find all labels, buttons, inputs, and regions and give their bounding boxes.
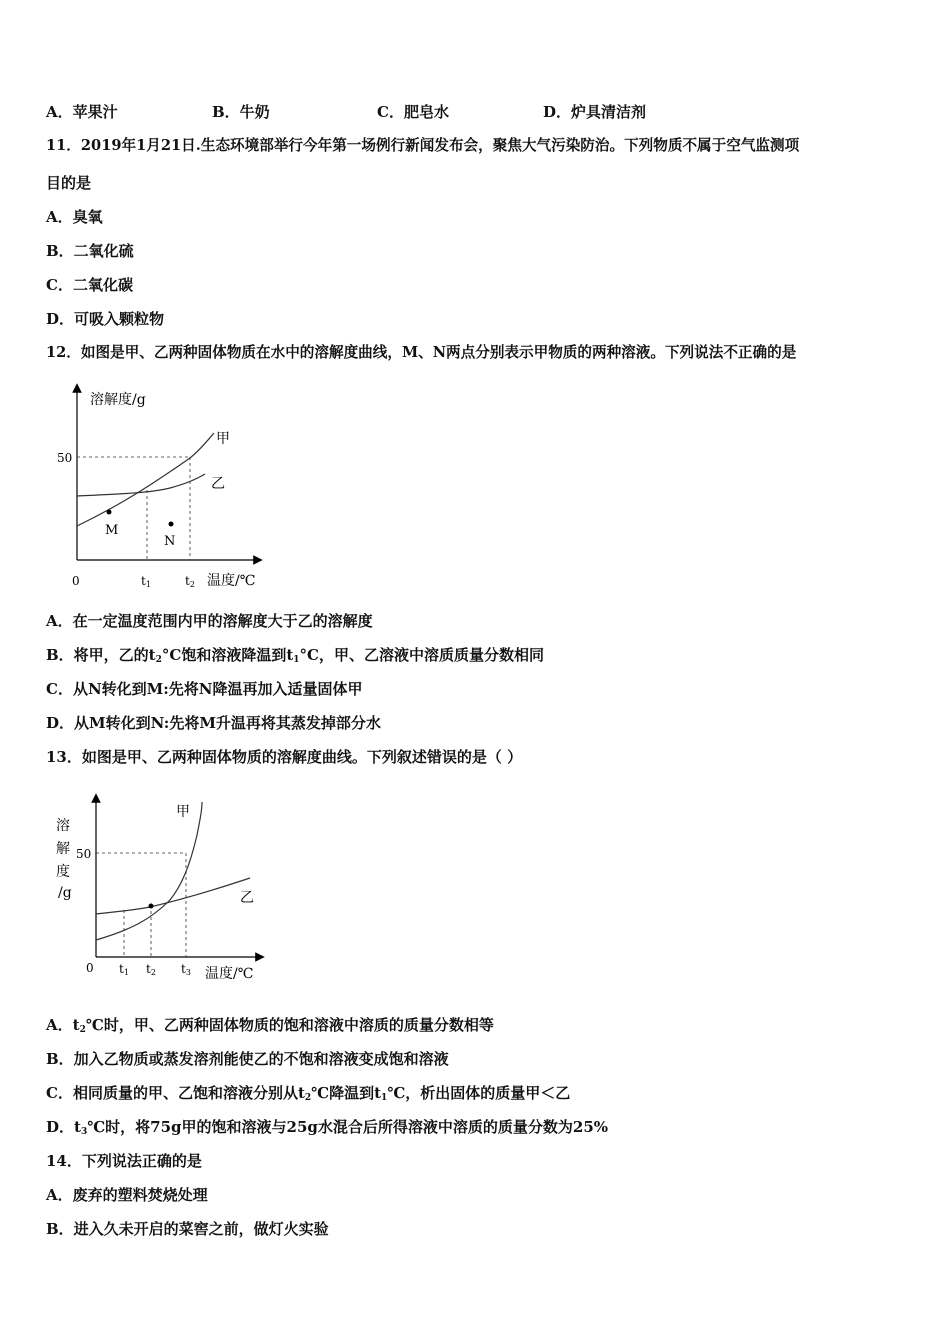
q13-label-yi: 乙 bbox=[240, 890, 254, 906]
q10-option-a: A．苹果汁 bbox=[46, 103, 118, 121]
q13-stem: 13．如图是甲、乙两种固体物质的溶解度曲线。下列叙述错误的是（ ） bbox=[46, 748, 523, 766]
q12-origin: 0 bbox=[72, 574, 80, 588]
q10-option-b: B．牛奶 bbox=[212, 103, 270, 121]
q12-option-a: A．在一定温度范围内甲的溶解度大于乙的溶解度 bbox=[46, 612, 373, 630]
q12-option-b: B．将甲，乙的$t_2^\circ C$饱和溶液降温到$t_1^\circ C$，甲、乙溶液中溶质质量分数相同 bbox=[46, 646, 544, 665]
q13-ylabel-char4: /g bbox=[58, 885, 72, 901]
q12-point-m bbox=[107, 510, 112, 515]
q12-label-yi: 乙 bbox=[211, 476, 225, 492]
q12-ytick-50: 50 bbox=[57, 451, 73, 465]
q12-label-jia: 甲 bbox=[216, 431, 230, 447]
q10-option-d: D．炉具清洁剂 bbox=[543, 103, 647, 121]
q14-option-a: A．废弃的塑料焚烧处理 bbox=[46, 1186, 208, 1204]
q13-solubility-figure bbox=[50, 790, 280, 990]
q11-stem-line1: 11．2019年1月21日.生态环境部举行今年第一场例行新闻发布会，聚焦大气污染防治。下列物质不属于空气监测项 bbox=[46, 137, 800, 154]
q11-option-a: A．臭氧 bbox=[46, 208, 103, 226]
q11-stem-line2: 目的是 bbox=[46, 174, 92, 192]
q13-ytick-50: 50 bbox=[76, 847, 92, 861]
q14-stem: 14．下列说法正确的是 bbox=[46, 1152, 202, 1170]
q12-option-c: C．从N转化到M:先将N降温再加入适量固体甲 bbox=[46, 680, 363, 698]
q12-xtick-t2: t2 bbox=[185, 574, 195, 589]
q13-intersection-point bbox=[149, 904, 154, 909]
q12-solubility-figure bbox=[50, 378, 280, 598]
q11-option-d: D．可吸入颗粒物 bbox=[46, 310, 165, 328]
q11-option-b: B．二氧化硫 bbox=[46, 242, 134, 260]
q12-xlabel: 温度/℃ bbox=[207, 573, 256, 589]
q12-point-n bbox=[169, 522, 174, 527]
q12-label-m: M bbox=[105, 523, 119, 538]
q13-xlabel: 温度/℃ bbox=[205, 966, 254, 982]
q13-option-c: C．相同质量的甲、乙饱和溶液分别从$t_2℃$降温到$t_1℃$，析出固体的质量甲＜乙 bbox=[46, 1084, 571, 1103]
q11-option-c: C．二氧化碳 bbox=[46, 276, 133, 294]
q13-origin: 0 bbox=[86, 961, 94, 975]
q12-ylabel: 溶解度/g bbox=[90, 392, 146, 408]
q13-xtick-t1: t1 bbox=[119, 962, 129, 977]
q10-option-c: C．肥皂水 bbox=[377, 103, 449, 121]
q14-option-b: B．进入久未开启的菜窖之前，做灯火实验 bbox=[46, 1220, 329, 1238]
q13-label-jia: 甲 bbox=[176, 804, 190, 820]
q13-ylabel-char2: 解 bbox=[56, 841, 70, 857]
q13-xtick-t2: t2 bbox=[146, 962, 156, 977]
q12-option-d: D．从M转化到N:先将M升温再将其蒸发掉部分水 bbox=[46, 714, 381, 732]
q12-curve-yi bbox=[77, 474, 205, 496]
q13-option-b: B．加入乙物质或蒸发溶剂能使乙的不饱和溶液变成饱和溶液 bbox=[46, 1050, 449, 1068]
q10-options bbox=[46, 102, 906, 122]
q12-stem: 12．如图是甲、乙两种固体物质在水中的溶解度曲线，M、N两点分别表示甲物质的两种溶液。下列说法不正确的是 bbox=[46, 344, 797, 361]
q12-label-n: N bbox=[164, 534, 176, 549]
q13-ylabel-char1: 溶 bbox=[56, 818, 70, 834]
q12-xtick-t1: t1 bbox=[141, 574, 151, 589]
q13-option-d: D．$t_3℃$时，将75g甲的饱和溶液与25g水混合后所得溶液中溶质的质量分数为25% bbox=[46, 1118, 609, 1137]
q13-ylabel-char3: 度 bbox=[56, 864, 70, 880]
q13-xtick-t3: t3 bbox=[181, 962, 191, 977]
q13-option-a: A．$t_2℃$时，甲、乙两种固体物质的饱和溶液中溶质的质量分数相等 bbox=[46, 1016, 494, 1035]
